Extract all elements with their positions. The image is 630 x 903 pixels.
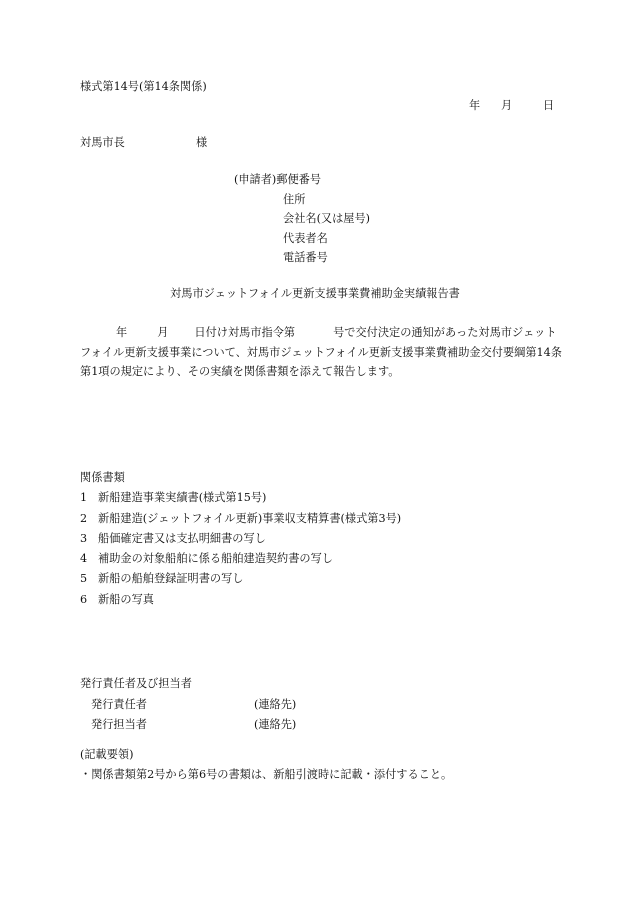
applicant-company: 会社名(又は屋号) <box>283 212 371 225</box>
applicant-address: 住所 <box>283 192 306 206</box>
list-item: 6 新船の写真 <box>80 592 154 606</box>
date-line <box>469 100 554 111</box>
applicant-representative: 代表者名 <box>283 231 328 245</box>
notes-section <box>80 749 452 789</box>
issuer-staff-row <box>80 719 296 740</box>
issuer-responsible-row <box>80 699 296 720</box>
issuer-staff-contact: (連絡先) <box>254 718 297 731</box>
body-rest: 号で交付決定の通知があった対馬市ジェットフォイル更新支援事業について、対馬市ジェットフォイル更新支援事業費補助金交付要綱第14条第1項の規定により、その実績を関係書類を添えて報告します。 <box>80 326 562 378</box>
addressee <box>80 137 207 148</box>
list-item: 3 船価確定書又は支払明細書の写し <box>80 531 266 545</box>
applicant-postal: (申請者)郵便番号 <box>234 173 322 186</box>
report-body <box>80 323 565 382</box>
form-number: 様式第14号(第14条関係) <box>80 80 207 93</box>
issuer-section <box>80 678 296 740</box>
applicant-phone: 電話番号 <box>283 251 328 264</box>
documents-section <box>80 472 401 614</box>
issuer-responsible: 発行責任者 <box>91 697 147 711</box>
body-date-ref: 日付け対馬市指令第 <box>194 326 296 339</box>
date-day: 日 <box>543 99 555 112</box>
notes-heading: (記載要領) <box>80 748 134 761</box>
documents-heading: 関係書類 <box>80 471 125 484</box>
list-item: 5 新船の船舶登録証明書の写し <box>80 572 244 586</box>
list-item: 2 新船建造(ジェットフォイル更新)事業収支精算書(様式第3号) <box>80 511 402 525</box>
body-month: 月 <box>157 326 169 339</box>
date-year: 年 <box>469 99 481 112</box>
document-title: 対馬市ジェットフォイル更新支援事業費補助金実績報告書 <box>170 287 460 300</box>
issuer-staff: 発行担当者 <box>91 718 147 731</box>
body-year: 年 <box>116 326 128 339</box>
addressee-honorific: 様 <box>196 136 208 149</box>
date-month: 月 <box>501 99 513 112</box>
issuer-heading: 発行責任者及び担当者 <box>80 677 192 690</box>
addressee-label: 対馬市長 <box>80 136 125 149</box>
notes-item: ・関係書類第2号から第6号の書類は、新船引渡時に記載・添付すること。 <box>80 768 453 781</box>
list-item: 1 新船建造事業実績書(様式第15号) <box>80 491 267 505</box>
issuer-responsible-contact: (連絡先) <box>254 697 297 711</box>
list-item: 4 補助金の対象船舶に係る船舶建造契約書の写し <box>80 552 333 566</box>
applicant-block <box>234 174 370 272</box>
